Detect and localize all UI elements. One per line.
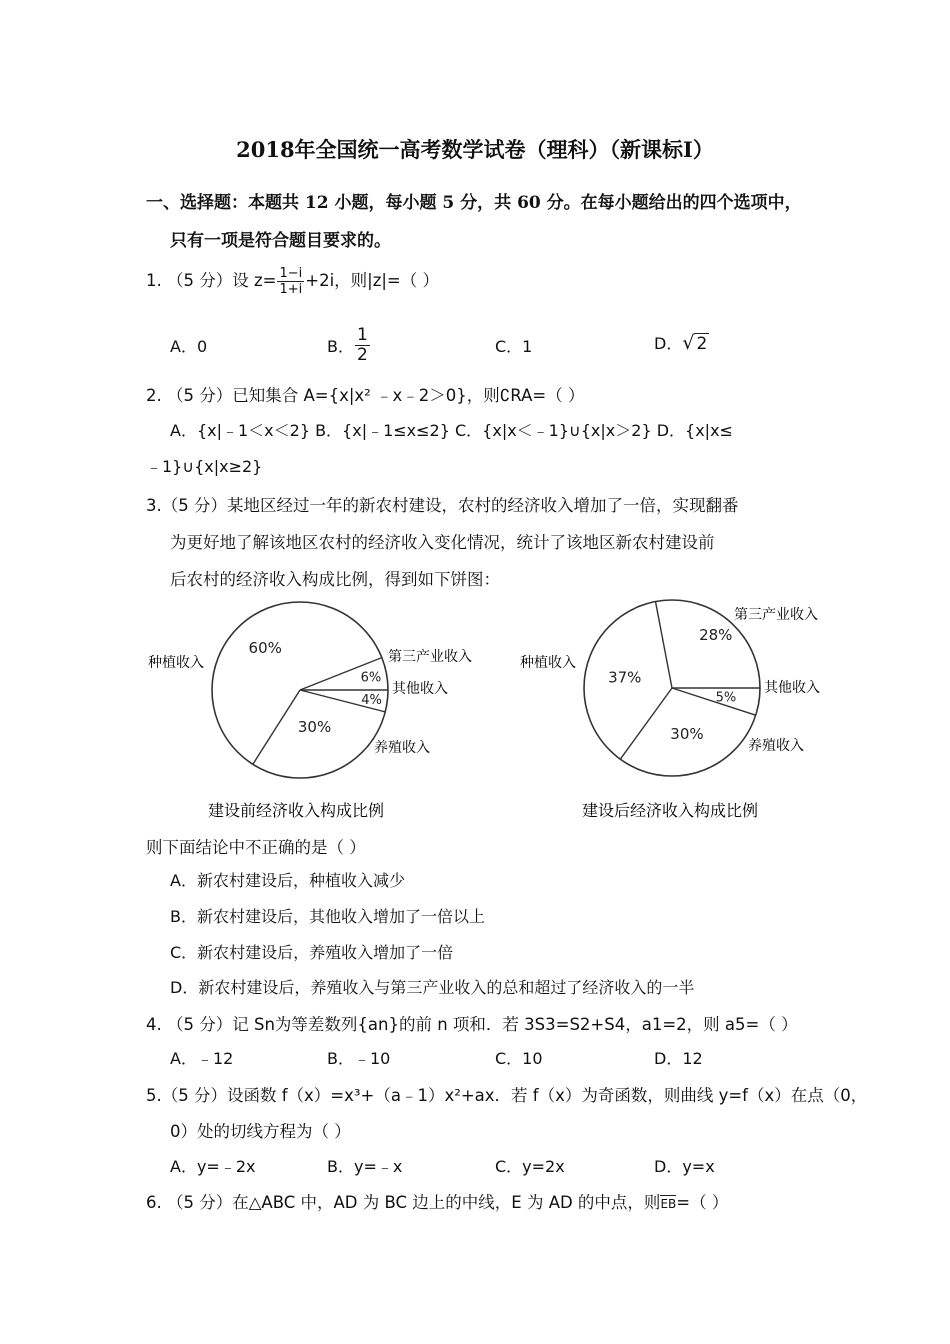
question-5-line2: 0）处的切线方程为（ ）: [170, 1122, 351, 1141]
pie2-value-label-0: 37%: [608, 668, 642, 687]
pie-chart-before: [212, 602, 388, 778]
q5-option-d: D．y=x: [654, 1157, 715, 1176]
q3-option-b: B．新农村建设后，其他收入增加了一倍以上: [170, 907, 485, 926]
pie-charts-figure: [140, 595, 840, 830]
q1-frac-den: 1+i: [279, 282, 303, 297]
pie2-label-other: 其他收入: [764, 680, 820, 696]
q1-fraction: [277, 266, 304, 297]
q2-options-line1: A．{x|﹣1＜x＜2} B．{x|﹣1≤x≤2} C．{x|x＜﹣1}∪{x|x＞2} D．{x|x≤: [170, 421, 733, 440]
q4-option-a: A．﹣12: [170, 1049, 234, 1068]
q3-option-a: A．新农村建设后，种植收入减少: [170, 871, 405, 890]
pie-chart-after: [584, 600, 760, 776]
q1-option-b-fraction: [355, 326, 370, 365]
question-5-line1: 5.（5 分）设函数 f（x）=x³+（a﹣1）x²+ax．若 f（x）为奇函数，则曲线 y=f（x）在点（0，: [146, 1086, 868, 1105]
q1-frac-num: 1−i: [279, 266, 303, 281]
q4-option-b: B．﹣10: [327, 1049, 391, 1068]
question-3-line2: 为更好地了解该地区农村的经济收入变化情况，统计了该地区新农村建设前: [170, 533, 715, 552]
question-3-line1: 3.（5 分）某地区经过一年的新农村建设，农村的经济收入增加了一倍，实现翻番: [146, 496, 739, 515]
q3-question: 则下面结论中不正确的是（ ）: [146, 838, 366, 857]
q1-post: +2i，则|z|=（ ）: [305, 271, 440, 290]
q1-option-b-label: B．: [327, 337, 354, 356]
pie2-value-label-3: 30%: [670, 725, 704, 744]
q5-option-c: C．y=2x: [495, 1157, 565, 1176]
question-3-line3: 后农村的经济收入构成比例，得到如下饼图：: [170, 570, 500, 589]
question-1: [146, 266, 439, 297]
page-title: 2018年全国统一高考数学试卷（理科）（新课标Ⅰ）: [236, 137, 714, 162]
pie1-title: 建设前经济收入构成比例: [208, 801, 385, 820]
pie1-label-tertiary: 第三产业收入: [388, 649, 472, 665]
section-heading-line2: 只有一项是符合题目要求的。: [170, 231, 391, 251]
q1-optd-radicand: 2: [696, 334, 708, 354]
pie1-value-label-2: 4%: [361, 693, 382, 709]
q2-options-line2: ﹣1}∪{x|x≥2}: [146, 457, 263, 476]
q5-option-b: B．y=﹣x: [327, 1157, 403, 1176]
q6-pre: 6. （5 分）在△ABC 中，AD 为 BC 边上的中线，E 为 AD 的中点，则: [146, 1193, 661, 1212]
pie2-title: 建设后经济收入构成比例: [582, 801, 759, 820]
section-heading-line1: 一、选择题：本题共 12 小题，每小题 5 分，共 60 分。在每小题给出的四个选项中，: [146, 193, 802, 213]
pie2-value-label-1: 28%: [699, 626, 733, 645]
q4-option-c: C．10: [495, 1049, 543, 1068]
q1-option-c: C．1: [495, 337, 533, 356]
q1-pre: 1. （5 分）设 z=: [146, 271, 277, 290]
q1-optb-den: 2: [356, 345, 368, 365]
q3-option-d: D．新农村建设后，养殖收入与第三产业收入的总和超过了经济收入的一半: [170, 978, 695, 997]
question-4: 4. （5 分）记 Sn为等差数列{an}的前 n 项和．若 3S3=S2+S4，a1=2，则 a5=（ ）: [146, 1015, 798, 1034]
pie1-label-other: 其他收入: [392, 681, 448, 697]
q1-option-d: [654, 331, 709, 354]
question-6: [146, 1189, 728, 1213]
pie1-value-label-0: 60%: [248, 638, 282, 657]
q1-option-b: [327, 326, 371, 365]
q1-option-d-label: D．: [654, 334, 683, 353]
q1-option-a: A．0: [170, 337, 208, 356]
q3-option-c: C．新农村建设后，养殖收入增加了一倍: [170, 943, 454, 962]
pie2-label-breeding: 养殖收入: [748, 738, 804, 754]
q1-optb-num: 1: [356, 325, 368, 345]
pie1-value-label-1: 6%: [360, 670, 382, 686]
pie2-label-planting: 种植收入: [520, 655, 576, 671]
sqrt-icon: √: [682, 332, 695, 354]
pie2-value-label-2: 5%: [715, 690, 737, 706]
pie2-label-tertiary: 第三产业收入: [734, 607, 818, 623]
pie1-value-label-3: 30%: [297, 717, 332, 736]
q5-option-a: A．y=﹣2x: [170, 1157, 256, 1176]
q6-post: =（ ）: [676, 1193, 729, 1212]
pie1-label-breeding: 养殖收入: [374, 740, 430, 756]
q4-option-d: D．12: [654, 1049, 703, 1068]
pie1-label-planting: 种植收入: [148, 655, 204, 671]
question-2: 2. （5 分）已知集合 A={x|x² ﹣x﹣2＞0}，则∁RA=（ ）: [146, 386, 585, 405]
q6-vector-eb: EB: [660, 1197, 677, 1211]
